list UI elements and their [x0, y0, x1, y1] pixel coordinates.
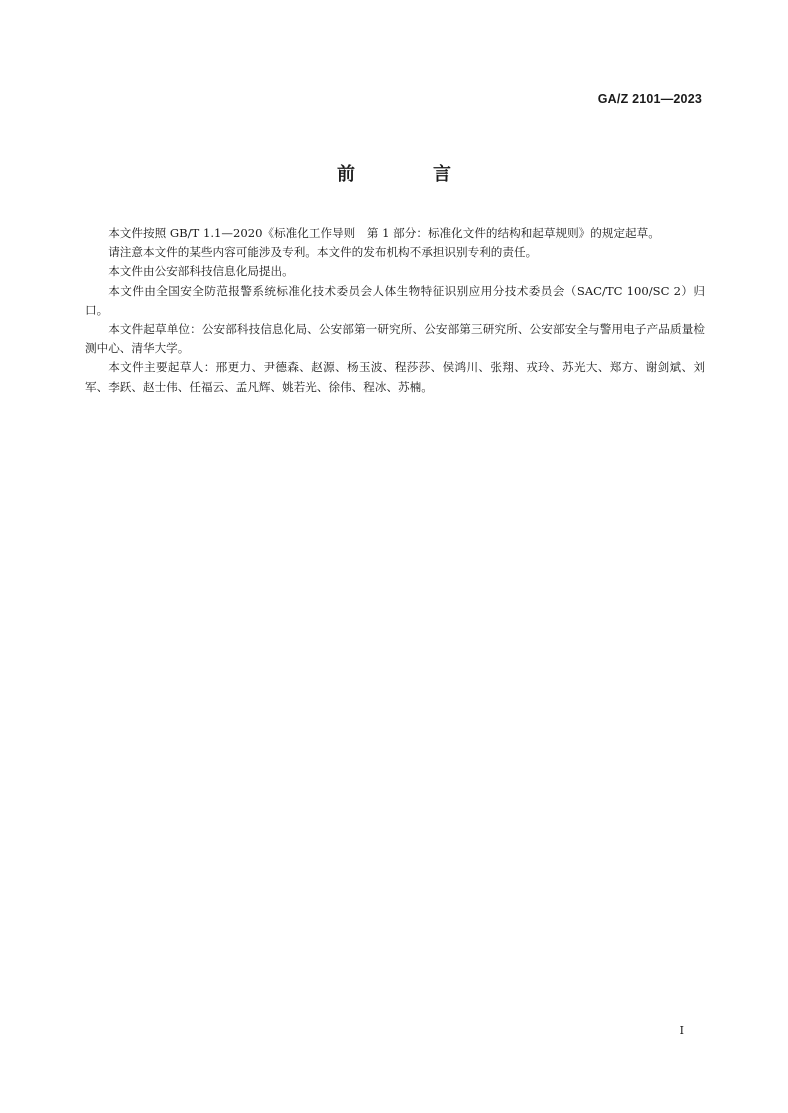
paragraph-technical-committee: 本文件由全国安全防范报警系统标准化技术委员会人体生物特征识别应用分技术委员会（SAC/TC 100/SC 2）归口。 — [85, 283, 705, 317]
page-number: I — [679, 1024, 684, 1037]
paragraph-drafting-rules: 本文件按照 GB/T 1.1—2020《标准化工作导则 第 1 部分：标准化文件的结构和起草规则》的规定起草。 — [108, 226, 660, 240]
page-title: 前 言 — [337, 164, 481, 185]
foreword-body — [85, 224, 705, 397]
standard-code-header: GA/Z 2101—2023 — [597, 92, 702, 106]
paragraph-drafting-units: 本文件起草单位：公安部科技信息化局、公安部第一研究所、公安部第三研究所、公安部安全与警用电子产品质量检测中心、清华大学。 — [85, 322, 705, 356]
paragraph-patent-notice: 请注意本文件的某些内容可能涉及专利。本文件的发布机构不承担识别专利的责任。 — [108, 245, 538, 260]
paragraph-main-drafters: 本文件主要起草人：邢更力、尹德森、赵源、杨玉波、程莎莎、侯鸿川、张翔、戎玲、苏光大、郑方、谢剑斌、刘军、李跃、赵士伟、任福云、孟凡辉、姚若光、徐伟、程冰、苏楠。 — [85, 360, 705, 394]
paragraph-proposer: 本文件由公安部科技信息化局提出。 — [108, 264, 294, 279]
